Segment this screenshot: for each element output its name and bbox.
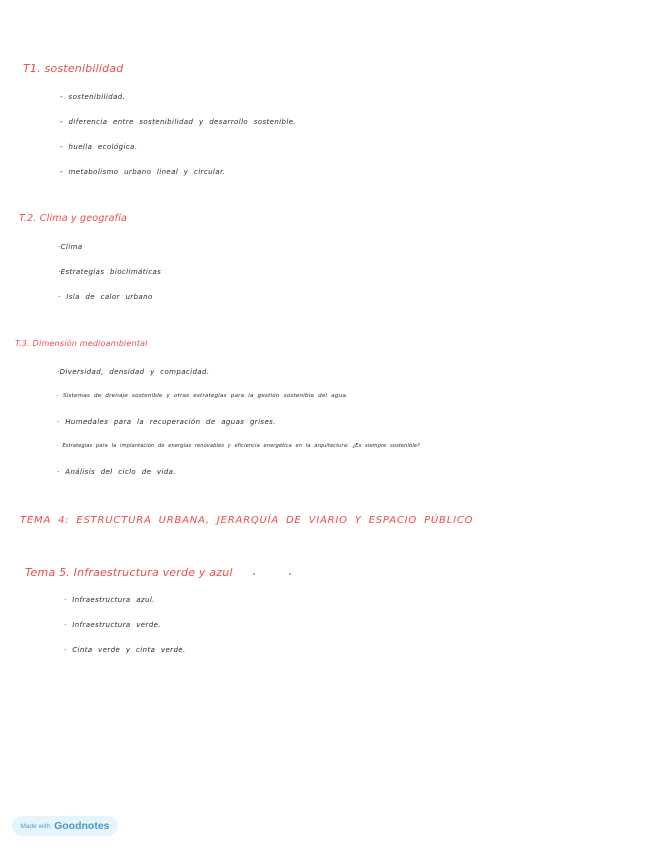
goodnotes-logo: Goodnotes (54, 820, 110, 832)
section-heading-t5: Tema 5. Infraestructura verde y azul (25, 566, 233, 579)
list-item: - sostenibilidad. (60, 93, 126, 101)
ink-dot (289, 573, 291, 575)
list-item: ·Diversidad, densidad y compacidad. (57, 368, 210, 376)
list-item: - diferencia entre sostenibilidad y desarrollo sostenible. (60, 118, 297, 126)
list-item: ·Estrategias bioclimáticas (58, 268, 162, 276)
section-heading-t3: T.3. Dimensión medioambiental (15, 339, 148, 348)
list-item: - huella ecológica. (60, 143, 138, 151)
list-item: · Infraestructura verde. (64, 621, 161, 629)
list-item: · Humedales para la recuperación de aguas grises. (57, 418, 276, 426)
list-item: · Infraestructura azul. (64, 596, 155, 604)
list-item: · Análisis del ciclo de vida. (57, 468, 176, 476)
section-heading-t2: T.2. Clima y geografía (19, 213, 128, 224)
list-item: · Cinta verde y cinta verde. (64, 646, 186, 654)
ink-dot (253, 573, 255, 575)
goodnotes-badge (12, 816, 118, 836)
list-item: · Estrategias para la implantación de energías renovables y eficiencia energética en la arquitectura: ¿Es siempre sostenible? (57, 443, 420, 449)
section-heading-t1: T1. sostenibilidad (23, 62, 124, 75)
section-heading-t4: TEMA 4: ESTRUCTURA URBANA, JERARQUÍA DE VIARIO Y ESPACIO PÚBLICO (20, 515, 474, 526)
list-item: · Sistemas de drenaje sostenible y otras estrategias para la gestión sostenible del agua. (57, 393, 348, 399)
list-item: · Isla de calor urbano (58, 293, 153, 301)
list-item: ·Clima (58, 243, 83, 251)
made-with-label: Made with (20, 822, 51, 830)
list-item: - metabolismo urbano lineal y circular. (60, 168, 226, 176)
